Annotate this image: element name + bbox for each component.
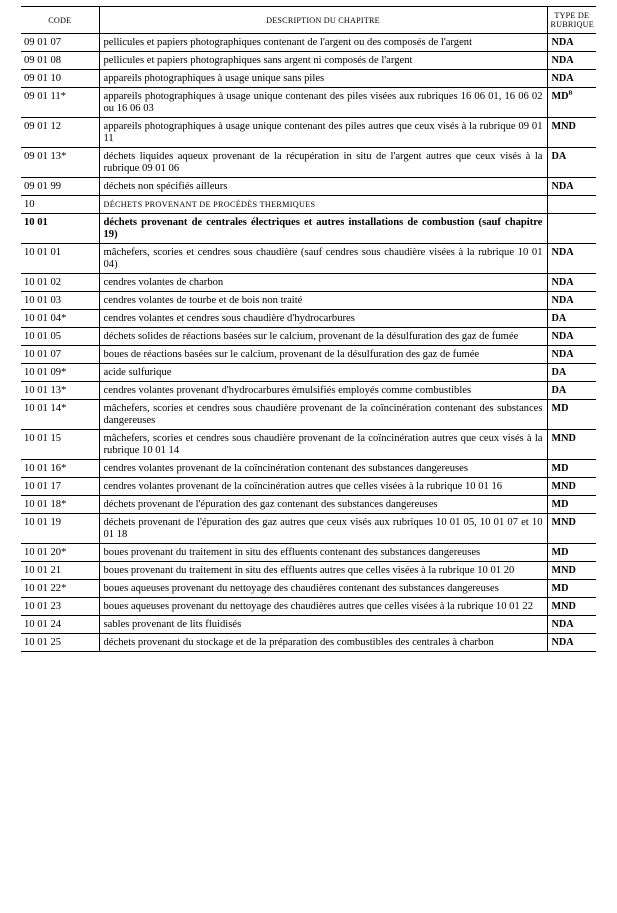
row-type-value: MD	[551, 91, 569, 102]
row-type	[547, 88, 596, 118]
row-description: pellicules et papiers photographiques contenant de l'argent ou des composés de l'argent	[99, 34, 547, 52]
row-description: cendres volantes provenant d'hydrocarbures émulsifiés employés comme combustibles	[99, 382, 547, 400]
table-row	[21, 382, 596, 400]
row-type	[547, 430, 596, 460]
row-type-value: MND	[551, 433, 576, 444]
table-row	[21, 514, 596, 544]
row-type-value: NDA	[551, 349, 574, 360]
table-row	[21, 616, 596, 634]
table-row	[21, 346, 596, 364]
row-type	[547, 328, 596, 346]
row-description: déchets provenant du stockage et de la préparation des combustibles des centrales à charbon	[99, 634, 547, 652]
row-type-value: NDA	[551, 331, 574, 342]
row-type-value: NDA	[551, 73, 574, 84]
row-type-value: MND	[551, 121, 576, 132]
row-code: 10 01 20*	[21, 544, 99, 562]
table-row	[21, 148, 596, 178]
row-code: 10 01 23	[21, 598, 99, 616]
table-body	[21, 34, 596, 652]
row-code: 10 01 03	[21, 292, 99, 310]
row-type-value: MD	[551, 499, 569, 510]
table-row	[21, 70, 596, 88]
row-code: 10 01 14*	[21, 400, 99, 430]
row-type-value: DA	[551, 367, 567, 378]
table-row	[21, 460, 596, 478]
row-type	[547, 382, 596, 400]
row-description: déchets non spécifiés ailleurs	[99, 178, 547, 196]
row-description: boues provenant du traitement in situ des effluents contenant des substances dangereuses	[99, 544, 547, 562]
row-type-value: MD	[551, 547, 569, 558]
row-description: pellicules et papiers photographiques sans argent ni composés de l'argent	[99, 52, 547, 70]
row-type	[547, 214, 596, 244]
row-description: déchets provenant de centrales électriques et autres installations de combustion (sauf chapitre 19)	[99, 214, 547, 244]
row-type	[547, 70, 596, 88]
row-description: appareils photographiques à usage unique sans piles	[99, 70, 547, 88]
row-code: 10 01 24	[21, 616, 99, 634]
row-code: 09 01 08	[21, 52, 99, 70]
row-type	[547, 148, 596, 178]
row-type	[547, 580, 596, 598]
column-header-type-line2: RUBRIQUE	[550, 20, 594, 29]
row-description: boues aqueuses provenant du nettoyage des chaudières contenant des substances dangereuses	[99, 580, 547, 598]
row-description: mâchefers, scories et cendres sous chaudière (sauf cendres sous chaudière visées à la rubrique 10 01 04)	[99, 244, 547, 274]
table-row	[21, 34, 596, 52]
row-code: 10 01 17	[21, 478, 99, 496]
row-code: 10	[21, 196, 99, 214]
row-type-value: MD	[551, 463, 569, 474]
row-code: 10 01 04*	[21, 310, 99, 328]
table-row	[21, 634, 596, 652]
row-code: 10 01 15	[21, 430, 99, 460]
row-code: 09 01 10	[21, 70, 99, 88]
row-type	[547, 196, 596, 214]
table-row	[21, 310, 596, 328]
row-type-footnote-marker: B	[568, 90, 573, 97]
row-type	[547, 118, 596, 148]
row-code: 09 01 11*	[21, 88, 99, 118]
table-row	[21, 562, 596, 580]
table-row	[21, 580, 596, 598]
table-row	[21, 88, 596, 118]
row-type-value: DA	[551, 385, 567, 396]
table-row	[21, 214, 596, 244]
row-type	[547, 544, 596, 562]
row-description: mâchefers, scories et cendres sous chaudière provenant de la coïncinération autres que ceux visés à la rubrique 10 01 14	[99, 430, 547, 460]
row-code: 09 01 07	[21, 34, 99, 52]
row-description: appareils photographiques à usage unique contenant des piles visées aux rubriques 16 06 01, 16 06 02 ou 16 06 03	[99, 88, 547, 118]
row-description: cendres volantes provenant de la coïncinération autres que celles visées à la rubrique 10 01 16	[99, 478, 547, 496]
row-description: acide sulfurique	[99, 364, 547, 382]
row-type-value: MD	[551, 583, 569, 594]
row-code: 10 01 13*	[21, 382, 99, 400]
row-type	[547, 460, 596, 478]
row-description: déchets liquides aqueux provenant de la récupération in situ de l'argent autres que ceux visés à la rubrique 09 01 06	[99, 148, 547, 178]
row-type	[547, 562, 596, 580]
table-row	[21, 598, 596, 616]
row-type	[547, 496, 596, 514]
row-code: 10 01 19	[21, 514, 99, 544]
row-type	[547, 634, 596, 652]
row-type	[547, 244, 596, 274]
table-row	[21, 244, 596, 274]
row-type-value: MD	[551, 403, 569, 414]
row-description: boues aqueuses provenant du nettoyage des chaudières autres que celles visées à la rubrique 10 01 22	[99, 598, 547, 616]
row-code: 09 01 13*	[21, 148, 99, 178]
column-header-description: DESCRIPTION DU CHAPITRE	[99, 7, 547, 34]
row-description: déchets provenant de l'épuration des gaz autres que ceux visés aux rubriques 10 01 05, 10 01 07 et 10 01 18	[99, 514, 547, 544]
row-type-value: MND	[551, 481, 576, 492]
table-row	[21, 178, 596, 196]
row-type-value: NDA	[551, 247, 574, 258]
row-code: 10 01 07	[21, 346, 99, 364]
table-row	[21, 496, 596, 514]
table-row	[21, 478, 596, 496]
table-header-row	[21, 7, 596, 34]
row-type-value: NDA	[551, 181, 574, 192]
row-type-value: NDA	[551, 277, 574, 288]
row-type	[547, 616, 596, 634]
row-code: 09 01 12	[21, 118, 99, 148]
row-type-value: NDA	[551, 295, 574, 306]
table-row	[21, 292, 596, 310]
row-description: cendres volantes et cendres sous chaudière d'hydrocarbures	[99, 310, 547, 328]
table-row	[21, 430, 596, 460]
table-row	[21, 400, 596, 430]
row-code: 10 01 01	[21, 244, 99, 274]
table-row	[21, 196, 596, 214]
row-type	[547, 34, 596, 52]
row-type	[547, 598, 596, 616]
row-type-value: NDA	[551, 37, 574, 48]
row-type-value: MND	[551, 517, 576, 528]
row-code: 10 01 05	[21, 328, 99, 346]
row-description: déchets solides de réactions basées sur le calcium, provenant de la désulfuration des gaz de fumée	[99, 328, 547, 346]
table-row	[21, 274, 596, 292]
table-row	[21, 118, 596, 148]
row-type	[547, 346, 596, 364]
row-code: 10 01 21	[21, 562, 99, 580]
row-description: cendres volantes provenant de la coïncinération contenant des substances dangereuses	[99, 460, 547, 478]
row-type	[547, 364, 596, 382]
row-description: cendres volantes de tourbe et de bois non traité	[99, 292, 547, 310]
row-type-value: MND	[551, 565, 576, 576]
row-code: 10 01 02	[21, 274, 99, 292]
row-type	[547, 52, 596, 70]
row-description: DÉCHETS PROVENANT DE PROCÉDÉS THERMIQUES	[99, 196, 547, 214]
row-type	[547, 514, 596, 544]
column-header-type	[547, 7, 596, 34]
row-description: mâchefers, scories et cendres sous chaudière provenant de la coïncinération contenant des substances dangereuses	[99, 400, 547, 430]
row-description: boues de réactions basées sur le calcium, provenant de la désulfuration des gaz de fumée	[99, 346, 547, 364]
row-description: boues provenant du traitement in situ des effluents autres que celles visées à la rubrique 10 01 20	[99, 562, 547, 580]
table-row	[21, 52, 596, 70]
row-type	[547, 400, 596, 430]
row-type	[547, 292, 596, 310]
row-code: 10 01 18*	[21, 496, 99, 514]
row-type-value: NDA	[551, 55, 574, 66]
table-row	[21, 544, 596, 562]
column-header-type-line1: TYPE DE	[554, 11, 590, 20]
row-code: 09 01 99	[21, 178, 99, 196]
waste-code-table	[21, 6, 596, 652]
row-code: 10 01 25	[21, 634, 99, 652]
row-description: sables provenant de lits fluidisés	[99, 616, 547, 634]
row-type-value: NDA	[551, 637, 574, 648]
row-code: 10 01 22*	[21, 580, 99, 598]
row-type-value: DA	[551, 313, 567, 324]
row-type	[547, 310, 596, 328]
table-row	[21, 328, 596, 346]
row-description: cendres volantes de charbon	[99, 274, 547, 292]
row-type	[547, 478, 596, 496]
row-description: déchets provenant de l'épuration des gaz contenant des substances dangereuses	[99, 496, 547, 514]
row-code: 10 01 09*	[21, 364, 99, 382]
row-type-value: MND	[551, 601, 576, 612]
table-row	[21, 364, 596, 382]
row-description: appareils photographiques à usage unique contenant des piles autres que ceux visés à la rubrique 09 01 11	[99, 118, 547, 148]
document-page	[21, 6, 596, 652]
row-code: 10 01	[21, 214, 99, 244]
row-type	[547, 274, 596, 292]
row-type	[547, 178, 596, 196]
row-code: 10 01 16*	[21, 460, 99, 478]
row-type-value: NDA	[551, 619, 574, 630]
column-header-code: CODE	[21, 7, 99, 34]
row-type-value: DA	[551, 151, 567, 162]
